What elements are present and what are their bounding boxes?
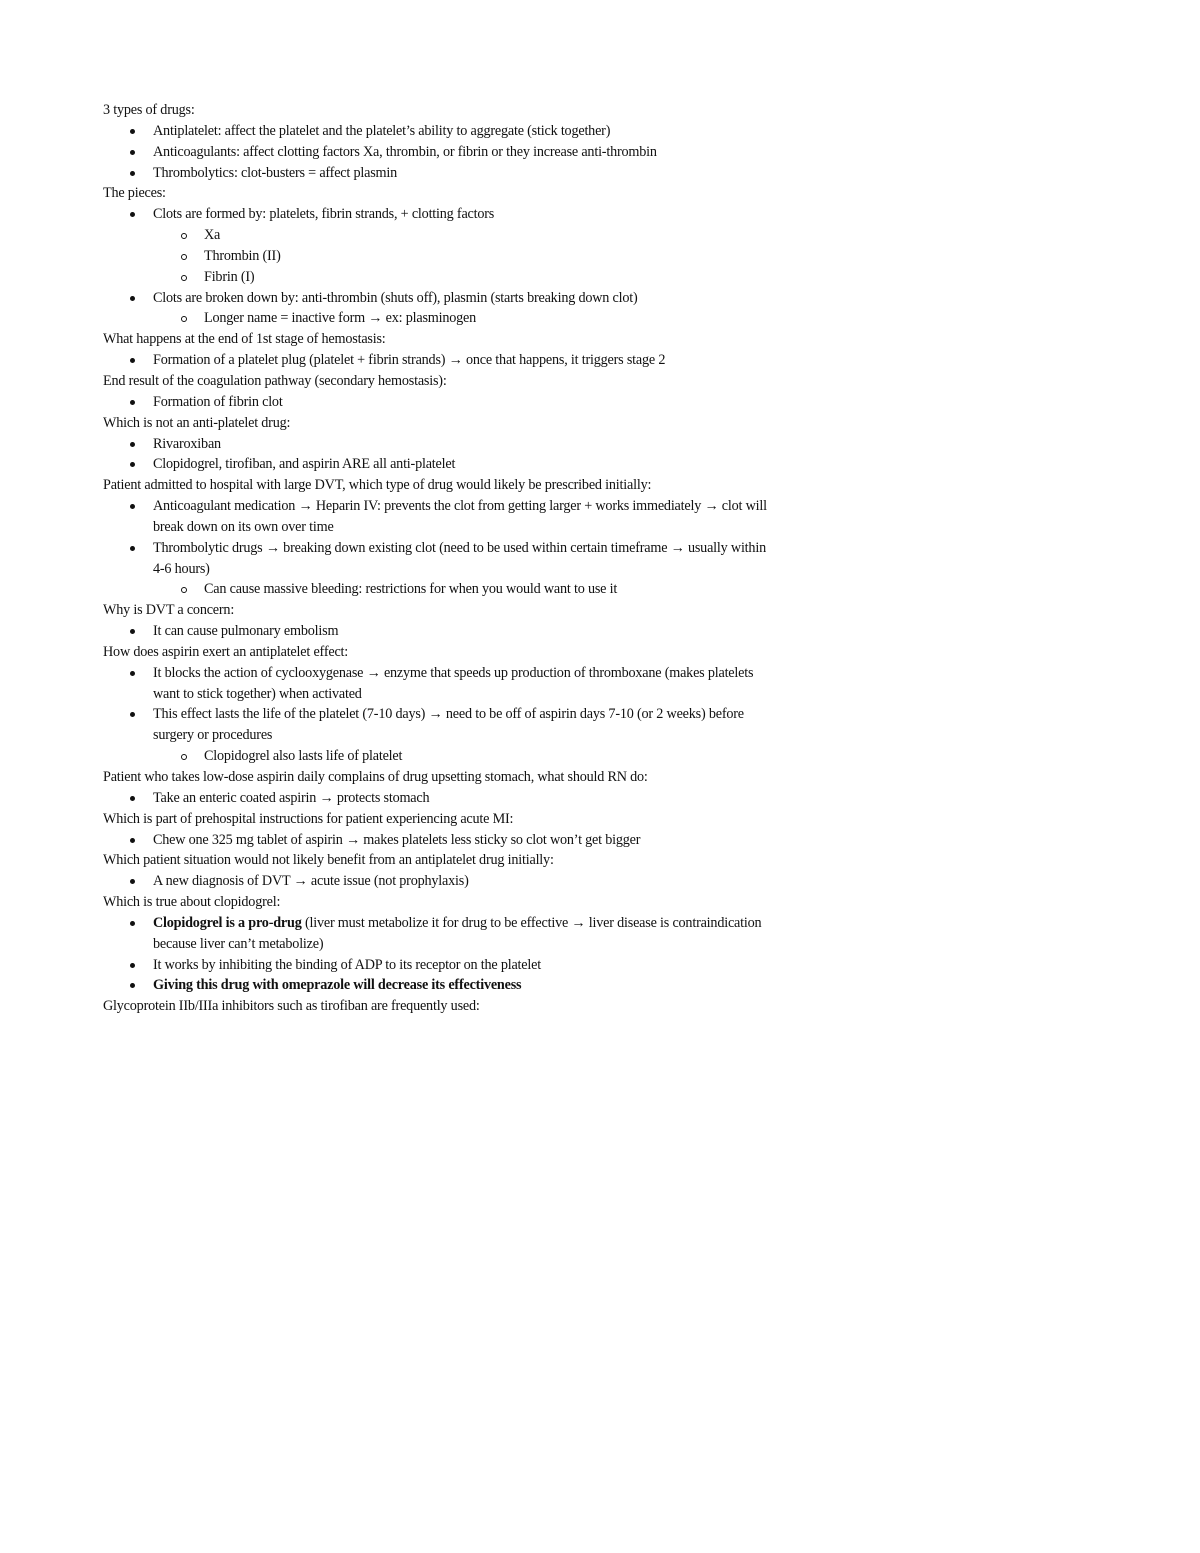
bullet-list [103,663,803,767]
bold-text: Giving this drug with omeprazole will decrease its effectiveness [153,977,522,994]
list-item: Formation of a platelet plug (platelet + fibrin strands) → once that happens, it triggers stage 2 [103,350,803,371]
question-heading: Glycoprotein IIb/IIIa inhibitors such as tirofiban are frequently used: [103,998,480,1015]
list-item: It can cause pulmonary embolism [103,621,803,642]
bullet-icon [130,921,135,926]
bullet-icon [130,838,135,843]
list-item: Take an enteric coated aspirin → protects stomach [103,788,803,809]
bullet-icon [130,983,135,988]
hollow-bullet-icon [181,754,187,760]
hollow-bullet-icon [181,316,187,322]
list-item: Clots are formed by: platelets, fibrin strands, + clotting factors [103,204,803,225]
list-item: Antiplatelet: affect the platelet and the platelet’s ability to aggregate (stick together) [103,121,803,142]
bullet-icon [130,671,135,676]
bullet-icon [130,150,135,155]
bullet-list [103,121,803,184]
bullet-icon [130,400,135,405]
question-heading: The pieces: [103,185,166,202]
question-heading: 3 types of drugs: [103,102,195,118]
bullet-list [103,788,803,809]
sub-list-item: Can cause massive bleeding: restrictions for when you would want to use it [103,579,803,600]
hollow-bullet-icon [181,233,187,239]
bullet-icon [130,462,135,467]
question-heading: What happens at the end of 1st stage of hemostasis: [103,331,386,348]
question-heading: How does aspirin exert an antiplatelet effect: [103,643,349,660]
list-item: Thrombolytics: clot-busters = affect plasmin [103,163,803,184]
bullet-icon [130,296,135,301]
bullet-list [103,434,803,476]
list-item [103,975,803,996]
question-heading: Which patient situation would not likely benefit from an antiplatelet drug initially: [103,852,554,869]
list-item: Thrombolytic drugs → breaking down existing clot (need to be used within certain timeframe → usually within 4-6 hours) [103,538,773,580]
question-heading: Which is not an anti-platelet drug: [103,414,291,431]
question-heading: Which is true about clopidogrel: [103,894,281,911]
question-heading: Patient who takes low-dose aspirin daily complains of drug upsetting stomach, what should RN do: [103,769,648,785]
bullet-list [103,871,803,892]
sub-list-item: Longer name = inactive form → ex: plasminogen [103,308,803,329]
list-item: Anticoagulant medication → Heparin IV: prevents the clot from getting larger + works immediately → clot will break down on its own over time [103,496,773,538]
list-item: Anticoagulants: affect clotting factors Xa, thrombin, or fibrin or they increase anti-thrombin [103,142,803,163]
question-heading: Patient admitted to hospital with large DVT, which type of drug would likely be prescribed initially: [103,477,652,494]
list-item: This effect lasts the life of the platelet (7-10 days) → need to be off of aspirin days 7-10 (or 2 weeks) before surgery or procedures [103,704,773,746]
bullet-list [103,392,803,413]
bullet-icon [130,963,135,968]
bullet-icon [130,629,135,634]
list-item: Clopidogrel, tirofiban, and aspirin ARE all anti-platelet [103,454,803,475]
list-item: Clots are broken down by: anti-thrombin (shuts off), plasmin (starts breaking down clot) [103,288,803,309]
bullet-icon [130,358,135,363]
bullet-list [103,350,803,371]
bullet-list [103,830,803,851]
bullet-icon [130,129,135,134]
bullet-icon [130,546,135,551]
bold-text: Clopidogrel is a pro-drug [153,914,302,931]
sub-list-item: Thrombin (II) [103,246,803,267]
bullet-icon [130,171,135,176]
list-item: It works by inhibiting the binding of ADP to its receptor on the platelet [103,955,803,976]
question-heading: End result of the coagulation pathway (secondary hemostasis): [103,372,447,389]
bullet-icon [130,504,135,509]
list-item: Chew one 325 mg tablet of aspirin → makes platelets less sticky so clot won’t get bigger [103,830,803,851]
list-item: Rivaroxiban [103,434,803,455]
bullet-list [103,204,803,329]
sub-list-item: Clopidogrel also lasts life of platelet [103,746,803,767]
bullet-list [103,621,803,642]
list-item: It blocks the action of cyclooxygenase → enzyme that speeds up production of thromboxane (makes platelets want to stick together) when activated [103,663,773,705]
bullet-icon [130,796,135,801]
question-heading: Why is DVT a concern: [103,602,235,619]
sub-list-item: Xa [103,225,803,246]
bullet-list [103,496,803,600]
sub-list-item: Fibrin (I) [103,267,803,288]
bullet-icon [130,442,135,447]
bullet-list [103,913,803,996]
bullet-icon [130,879,135,884]
list-item: A new diagnosis of DVT → acute issue (not prophylaxis) [103,871,803,892]
document-page [103,100,803,1017]
hollow-bullet-icon [181,587,187,593]
list-item: Formation of fibrin clot [103,392,803,413]
bullet-icon [130,212,135,217]
hollow-bullet-icon [181,275,187,281]
hollow-bullet-icon [181,254,187,260]
question-heading: Which is part of prehospital instructions for patient experiencing acute MI: [103,810,514,827]
bullet-icon [130,712,135,717]
list-item: Clopidogrel is a pro-drug (liver must metabolize it for drug to be effective → liver disease is contraindication because liver can’t metabolize) [103,913,773,955]
